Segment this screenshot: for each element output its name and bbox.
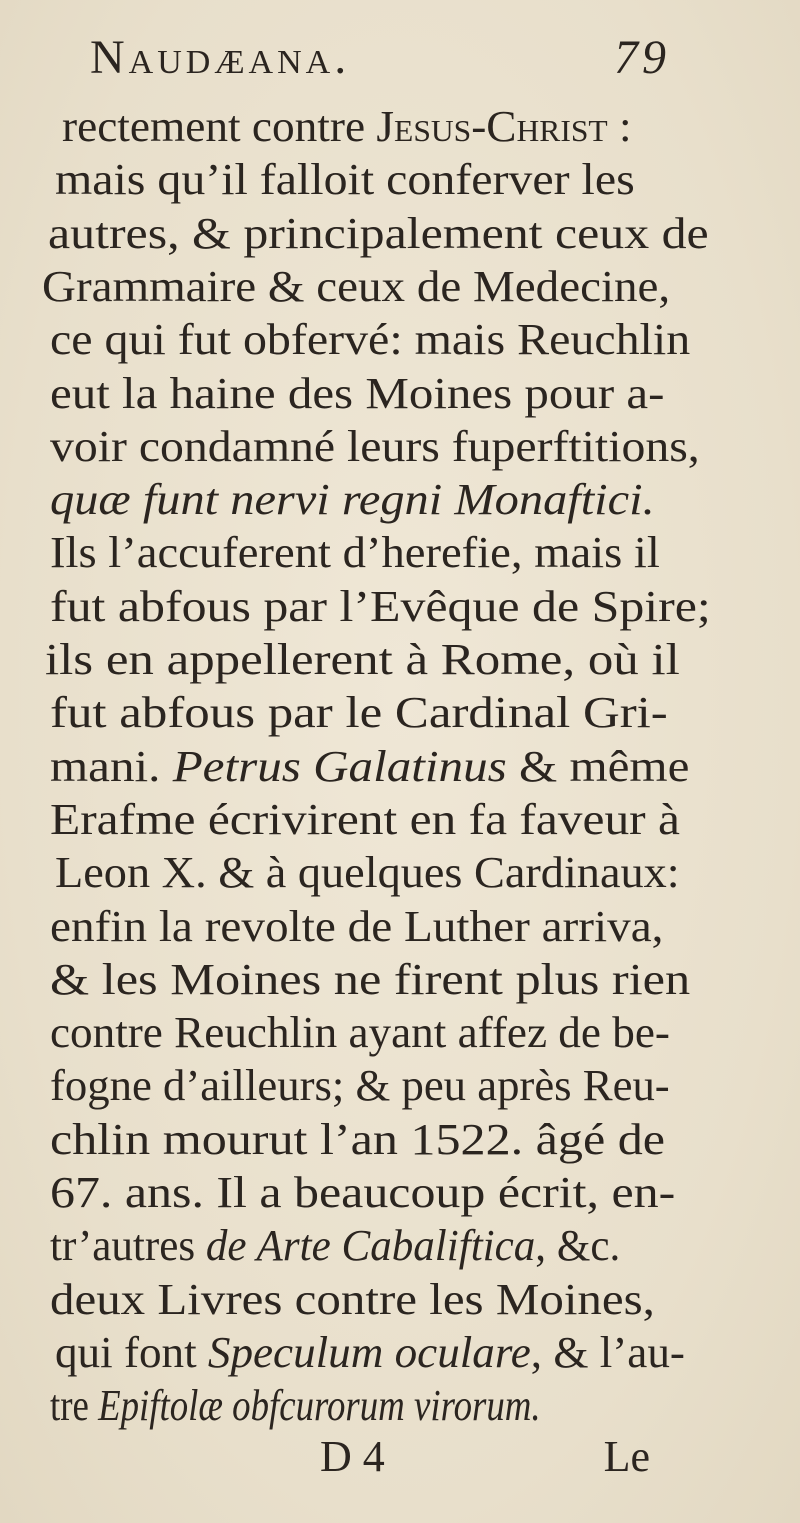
- text-run: mais qu’il falloit conferver les: [55, 154, 635, 205]
- text-line: [50, 1110, 665, 1168]
- text-run: Leon X. & à quelques Cardinaux:: [55, 847, 680, 898]
- text-line: [50, 950, 690, 1008]
- italic-phrase: de Arte Cabaliftica: [205, 1220, 536, 1271]
- text-line: [55, 150, 635, 208]
- text-line: [50, 1270, 655, 1328]
- text-run: chlin mourut l’an 1522. âgé de: [50, 1113, 666, 1164]
- text-run: tr’autres: [50, 1220, 206, 1271]
- text-run: , & l’au-: [530, 1326, 685, 1377]
- text-run: enfin la revolte de Luther arriva,: [50, 900, 664, 951]
- text-run: ils en appellerent à Rome, où il: [45, 634, 680, 684]
- text-line: [50, 897, 663, 955]
- text-run: Grammaire & ceux de Medecine,: [42, 260, 671, 311]
- catchword: Le: [603, 1432, 650, 1481]
- text-line: [50, 417, 700, 475]
- signature-mark: D 4: [320, 1432, 385, 1481]
- page-number: 79: [614, 31, 670, 84]
- text-run: autres, & principalement ceux de: [48, 207, 709, 258]
- text-line: [50, 1056, 670, 1114]
- text-line: [50, 310, 690, 368]
- text-line: [50, 737, 689, 795]
- text-run: tre: [50, 1380, 99, 1431]
- text-run: ce qui fut obfervé: mais Reuchlin: [50, 314, 691, 365]
- text-line: [50, 577, 711, 635]
- running-title: Naudæana.: [90, 31, 351, 84]
- text-run: & les Moines ne firent plus rien: [50, 953, 691, 1004]
- text-line: [50, 1163, 675, 1221]
- text-run: rectement contre: [62, 101, 377, 151]
- text-line: [50, 790, 680, 848]
- text-line: [55, 843, 680, 901]
- text-run: contre Reuchlin ayant affez de be-: [50, 1007, 670, 1058]
- text-line: [55, 1323, 685, 1381]
- italic-phrase: Speculum oculare: [207, 1326, 531, 1377]
- text-line: [50, 1216, 620, 1274]
- italic-phrase: Epiftolæ obfcurorum virorum.: [98, 1380, 541, 1431]
- text-run: fut abfous par le Cardinal Gri-: [50, 687, 668, 738]
- text-line: [45, 630, 680, 688]
- text-run: :: [607, 101, 632, 151]
- text-line: [50, 1376, 541, 1434]
- text-run: , &c.: [535, 1220, 621, 1271]
- text-run: fogne d’ailleurs; & peu après Reu-: [50, 1060, 670, 1111]
- text-run: qui font: [55, 1326, 208, 1377]
- text-run: deux Livres contre les Moines,: [50, 1273, 655, 1324]
- text-run: eut la haine des Moines pour a-: [50, 367, 665, 418]
- italic-phrase: quæ funt nervi regni Monaftici.: [50, 474, 655, 525]
- text-line: [48, 204, 709, 262]
- italic-phrase: Petrus Galatinus: [172, 740, 507, 791]
- small-caps-phrase: Jesus-Christ: [376, 101, 608, 151]
- text-run: mani.: [50, 740, 173, 791]
- text-run: Ils l’accuferent d’herefie, mais il: [50, 527, 660, 578]
- text-line: [50, 683, 668, 741]
- text-line: [62, 97, 632, 155]
- text-line: [50, 1003, 670, 1061]
- text-run: & même: [506, 740, 690, 791]
- text-run: Erafme écrivirent en fa faveur à: [50, 793, 680, 844]
- text-line: [50, 470, 655, 528]
- text-run: fut abfous par l’Evêque de Spire;: [50, 580, 711, 631]
- text-run: 67. ans. Il a beaucoup écrit, en-: [50, 1167, 676, 1217]
- text-line: [50, 523, 660, 581]
- text-line: [50, 364, 664, 422]
- text-line: [42, 257, 670, 315]
- text-run: voir condamné leurs fuperftitions,: [50, 420, 700, 471]
